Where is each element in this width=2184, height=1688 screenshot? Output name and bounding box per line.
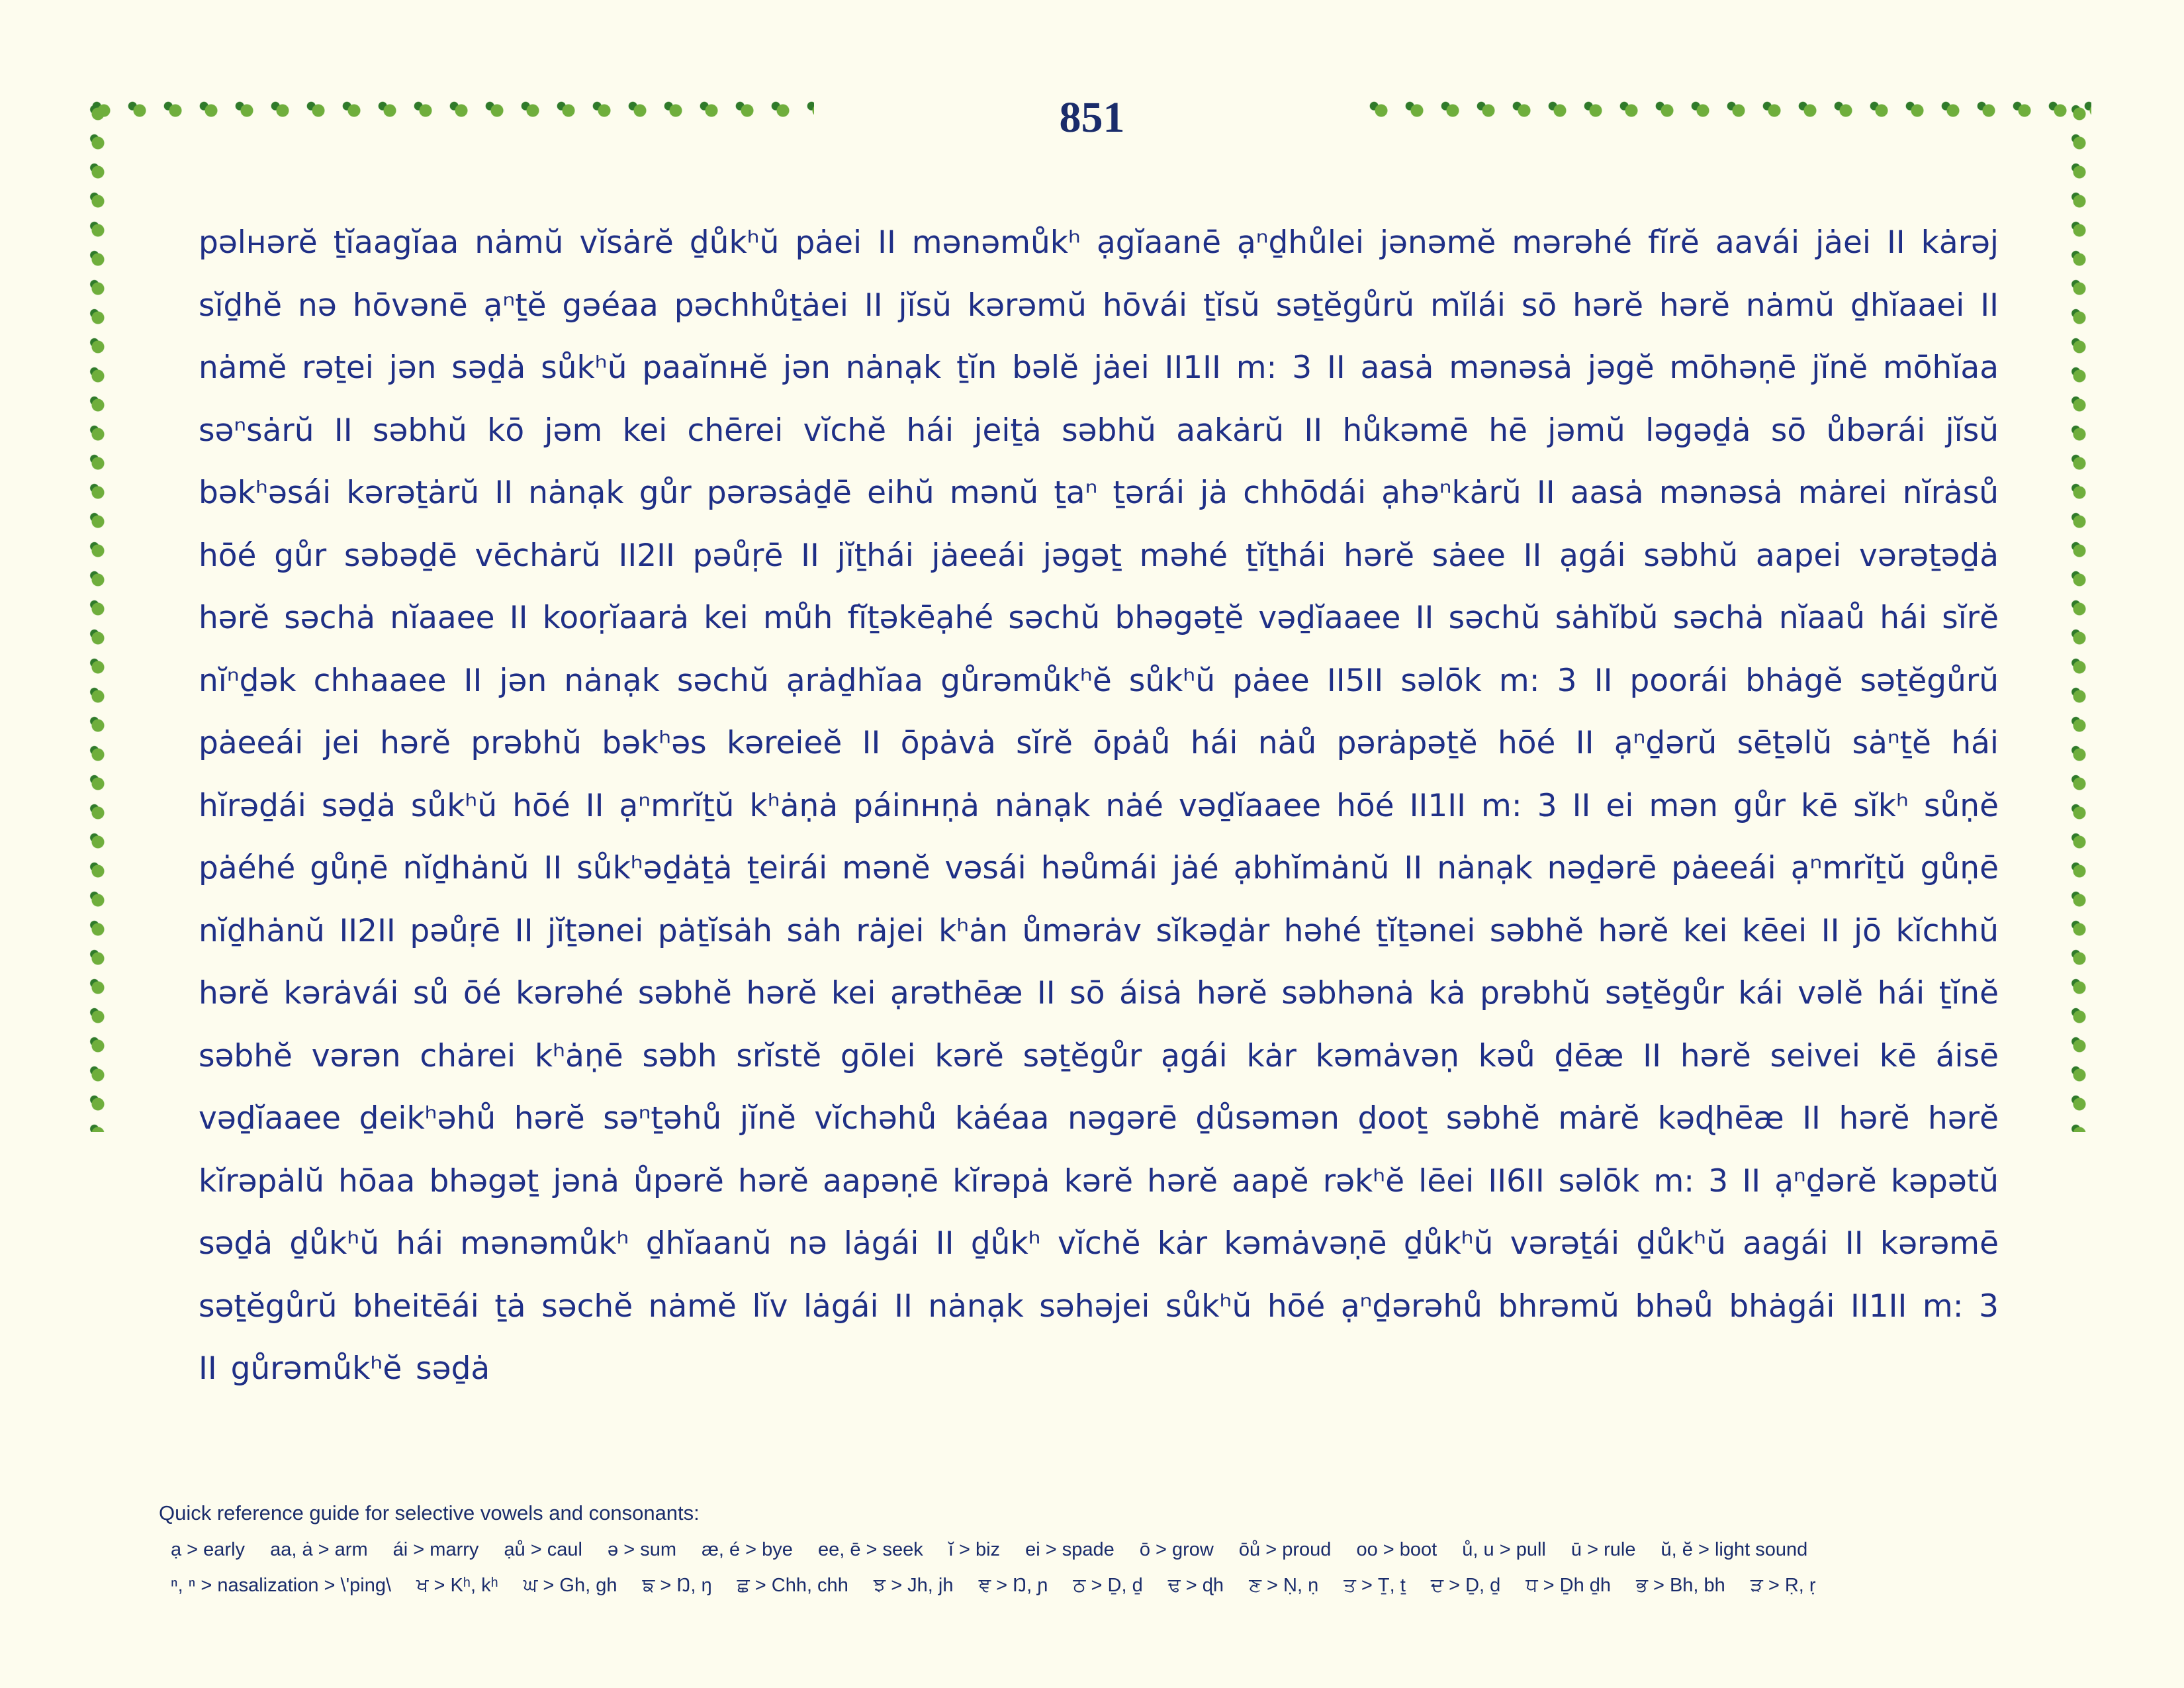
guide-vowel: ə > sum: [608, 1539, 677, 1560]
guide-consonant: ਝ > Jh, jh: [873, 1575, 954, 1596]
guide-title: Quick reference guide for selective vowels and consonants:: [159, 1501, 700, 1524]
reference-guide: [159, 1501, 2078, 1603]
guide-consonant: ਢ > ɖh: [1167, 1575, 1224, 1596]
guide-vowel: æ, é > bye: [702, 1539, 793, 1560]
guide-consonant: ⁿ, ⁿ > nasalization > \'ping\: [171, 1575, 392, 1596]
guide-vowel: ŭ, ĕ > light sound: [1661, 1539, 1808, 1560]
guide-consonant: ਧ > Ḏh ḏh: [1525, 1575, 1612, 1596]
guide-consonant: ਖ > Kʰ, kʰ: [416, 1575, 498, 1596]
floral-border-left: [86, 99, 110, 1132]
guide-consonant: ਙ > Ŋ, ŋ: [642, 1575, 712, 1596]
guide-consonant: ੜ > Ṛ, ṛ: [1750, 1575, 1816, 1596]
guide-consonants-row: [171, 1568, 2078, 1603]
guide-consonant: ਛ > Chh, chh: [737, 1575, 848, 1596]
page-number: 851: [1059, 93, 1125, 142]
guide-vowel: ee, ē > seek: [817, 1539, 923, 1560]
guide-consonant: ਘ > Gh, gh: [523, 1575, 617, 1596]
guide-vowel: ei > spade: [1025, 1539, 1115, 1560]
floral-border-right: [2068, 99, 2091, 1132]
guide-vowel: ů, u > pull: [1462, 1539, 1546, 1560]
guide-consonant: ਦ > Ḏ, ḏ: [1430, 1575, 1501, 1596]
guide-vowel: ĭ > biz: [948, 1539, 1001, 1560]
guide-vowel: ạ > early: [171, 1539, 246, 1560]
text-paragraph: pəlʜərĕ ṯĭaagĭaa nȧmŭ vĭsȧrĕ ḏůkʰŭ pȧei II mənəmůkʰ ạgĭaanē ạⁿḏhůlei jənəmĕ mərəhé fĭrĕ aavái jȧei II kȧrəj sĭḏhĕ nə hōvənē ạⁿṯĕ gəéaa pəchhůṯȧei II jĭsŭ kərəmŭ hōvái ṯĭsŭ səṯĕgůrŭ mĭlái sō hərĕ hərĕ nȧmŭ ḏhĭaaei II nȧmĕ rəṯei jən səḏȧ sůkʰŭ paaĭnʜĕ jən nȧnạk ṯĭn bəlĕ jȧei II1II m: 3 II aasȧ mənəsȧ jəgĕ mōhəṇē jĭnĕ mōhĭaa səⁿsȧrŭ II səbhŭ kō jəm kei chērei vĭchĕ hái jeiṯȧ səbhŭ aakȧrŭ II hůkəmē hē jəmŭ ləgəḏȧ sō ůbərái jĭsŭ bəkʰəsái kərəṯȧrŭ II nȧnạk gůr pərəsȧḏē eihŭ mənŭ ṯaⁿ ṯərái jȧ chhōdái ạhəⁿkȧrŭ II aasȧ mənəsȧ mȧrei nĭrȧsů hōé gůr səbəḏē vēchȧrŭ II2II pəůṛē II jĭṯhái jȧeeái jəgəṯ məhé ṯĭṯhái hərĕ sȧee II ạgái səbhŭ aapei vərəṯəḏȧ hərĕ səchȧ nĭaaee II kooṛĭaarȧ kei můh fĭṯəkēạhé səchŭ bhəgəṯĕ vəḏĭaaee II səchŭ sȧhĭbŭ səchȧ nĭaaů hái sĭrĕ nĭⁿḏək chhaaee II jən nȧnạk səchŭ ạrȧḏhĭaa gůrəmůkʰĕ sůkʰŭ pȧee II5II səlōk m: 3 II poorái bhȧgĕ səṯĕgůrŭ pȧeeái jei hərĕ prəbhŭ bəkʰəs kəreieĕ II ōpȧvȧ sĭrĕ ōpȧů hái nȧů pərȧpəṯĕ hōé II ạⁿḏərŭ sēṯəlŭ sȧⁿṯĕ hái hĭrəḏái səḏȧ sůkʰŭ hōé II ạⁿmrĭṯŭ kʰȧṇȧ páinʜṇȧ nȧnạk nȧé vəḏĭaaee hōé II1II m: 3 II ei mən gůr kē sĭkʰ sůṇĕ pȧéhé gůṇē nĭḏhȧnŭ II sůkʰəḏȧṯȧ ṯeirái mənĕ vəsái həůmái jȧé ạbhĭmȧnŭ II nȧnạk nəḏərē pȧeeái ạⁿmrĭṯŭ gůṇē nĭḏhȧnŭ II2II pəůṛē II jĭṯənei pȧṯĭsȧh sȧh rȧjei kʰȧn ůmərȧv sĭkəḏȧr həhé ṯĭṯənei səbhĕ hərĕ kei kēei II jō kĭchhŭ hərĕ kərȧvái sů ōé kərəhé səbhĕ hərĕ kei ạrəthēæ II sō áisȧ hərĕ səbhənȧ kȧ prəbhŭ səṯĕgůr kái vəlĕ hái ṯĭnĕ səbhĕ vərən chȧrei kʰȧṇē səbh srĭstĕ gōlei kərĕ səṯĕgůr ạgái kȧr kəmȧvəṇ kəů ḏēæ II hərĕ seivei kē áisē vəḏĭaaee ḏeikʰəhů hərĕ səⁿṯəhů jĭnĕ vĭchəhů kȧéaa nəgərē ḏůsəmən ḏooṯ səbhĕ mȧrĕ kəɖhēæ II hərĕ hərĕ kĭrəpȧlŭ hōaa bhəgəṯ jənȧ ůpərĕ hərĕ aapəṇē kĭrəpȧ kərĕ hərĕ aapĕ rəkʰĕ lēei II6II səlōk m: 3 II ạⁿḏərĕ kəpətŭ səḏȧ ḏůkʰŭ hái mənəmůkʰ ḏhĭaanŭ nə lȧgái II ḏůkʰ vĭchĕ kȧr kəmȧvəṇē ḏůkʰŭ vərəṯái ḏůkʰŭ aagái II kərəmē səṯĕgůrŭ bheitēái ṯȧ səchĕ nȧmĕ lĭv lȧgái II nȧnạk səhəjei sůkʰŭ hōé ạⁿḏərəhů bhrəmŭ bhəů bhȧgái II1II m: 3 II gůrəmůkʰĕ səḏȧ: [199, 224, 1999, 1387]
guide-vowel: ái > marry: [392, 1539, 479, 1560]
guide-vowel: aa, ȧ > arm: [270, 1539, 368, 1560]
guide-vowel: ōů > proud: [1238, 1539, 1332, 1560]
guide-vowel: ū > rule: [1570, 1539, 1636, 1560]
guide-vowel: ạů > caul: [504, 1539, 582, 1560]
guide-vowels-row: [171, 1532, 2078, 1568]
guide-consonant: ਞ > Ŋ, ɲ: [978, 1575, 1048, 1596]
guide-consonant: ਣ > Ṇ, ṇ: [1249, 1575, 1319, 1596]
guide-consonant: ਤ > Ṯ, ṯ: [1343, 1575, 1406, 1596]
guide-vowel: oo > boot: [1356, 1539, 1437, 1560]
guide-consonant: ਠ > Ḏ, ḏ: [1073, 1575, 1143, 1596]
guide-vowel: ō > grow: [1139, 1539, 1214, 1560]
guide-consonant: ਭ > Bh, bh: [1636, 1575, 1725, 1596]
transliteration-text: [199, 212, 1999, 1401]
